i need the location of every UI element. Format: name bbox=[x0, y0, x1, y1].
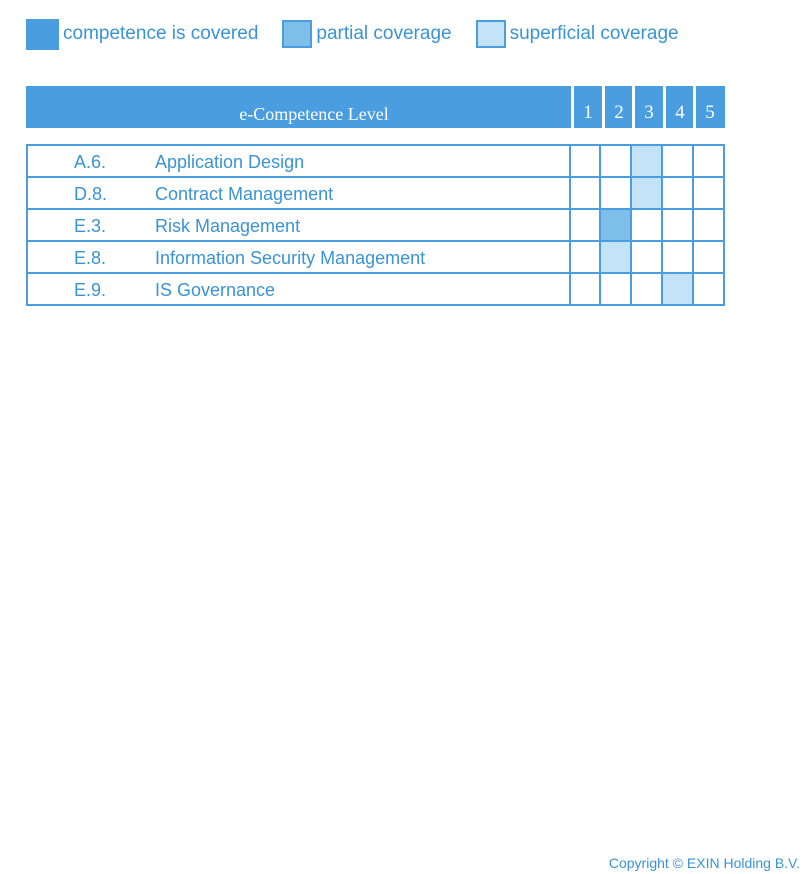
level-cell-5 bbox=[693, 241, 724, 273]
competence-name: Risk Management bbox=[155, 216, 301, 236]
level-header-3: 3 bbox=[632, 86, 663, 128]
competence-code: E.8. bbox=[74, 248, 107, 268]
level-cell-2 bbox=[600, 209, 631, 241]
coverage-legend bbox=[26, 18, 703, 50]
legend-label-superficial: superficial coverage bbox=[509, 23, 679, 44]
level-cell-4 bbox=[662, 177, 693, 209]
level-cell-1 bbox=[570, 209, 601, 241]
level-cell-5 bbox=[693, 145, 724, 177]
table-row bbox=[27, 273, 724, 305]
level-cell-3 bbox=[631, 209, 662, 241]
legend-swatch-covered bbox=[26, 19, 59, 50]
competence-code: E.3. bbox=[74, 216, 107, 236]
legend-swatch-superficial bbox=[476, 20, 506, 48]
competence-name: Application Design bbox=[155, 152, 305, 172]
header-title: e-Competence Level bbox=[239, 104, 389, 124]
competence-code: A.6. bbox=[74, 152, 107, 172]
level-cell-5 bbox=[693, 177, 724, 209]
table-row bbox=[27, 177, 724, 209]
competence-header-bar bbox=[26, 86, 725, 128]
legend-label-covered: competence is covered bbox=[63, 23, 259, 44]
competence-name: IS Governance bbox=[155, 280, 276, 300]
competence-table bbox=[26, 144, 725, 306]
level-header-1: 1 bbox=[571, 86, 602, 128]
competence-code: D.8. bbox=[74, 184, 108, 204]
legend-label-partial: partial coverage bbox=[316, 23, 452, 44]
level-cell-3 bbox=[631, 177, 662, 209]
level-cell-3 bbox=[631, 241, 662, 273]
level-cell-3 bbox=[631, 273, 662, 305]
level-cell-5 bbox=[693, 273, 724, 305]
table-row bbox=[27, 241, 724, 273]
level-cell-2 bbox=[600, 241, 631, 273]
level-cell-4 bbox=[662, 209, 693, 241]
level-cell-1 bbox=[570, 145, 601, 177]
legend-swatch-partial bbox=[282, 20, 312, 48]
competence-name: Information Security Management bbox=[155, 248, 426, 268]
level-cell-3 bbox=[631, 145, 662, 177]
competence-cell bbox=[27, 241, 570, 273]
table-row bbox=[27, 209, 724, 241]
level-cell-4 bbox=[662, 273, 693, 305]
level-header-5: 5 bbox=[693, 86, 724, 128]
copyright-notice: Copyright © EXIN Holding B.V. bbox=[608, 855, 800, 871]
legend-item-partial bbox=[282, 20, 451, 48]
competence-cell bbox=[27, 145, 570, 177]
level-cell-2 bbox=[600, 145, 631, 177]
competence-name: Contract Management bbox=[155, 184, 334, 204]
level-cell-2 bbox=[600, 177, 631, 209]
competence-cell bbox=[27, 177, 570, 209]
level-cell-4 bbox=[662, 145, 693, 177]
competence-code: E.9. bbox=[74, 280, 107, 300]
level-cell-2 bbox=[600, 273, 631, 305]
level-header-4: 4 bbox=[663, 86, 694, 128]
legend-item-superficial bbox=[476, 20, 679, 48]
legend-item-covered bbox=[26, 19, 258, 50]
level-cell-4 bbox=[662, 241, 693, 273]
level-cell-5 bbox=[693, 209, 724, 241]
level-cell-1 bbox=[570, 273, 601, 305]
level-header-2: 2 bbox=[602, 86, 633, 128]
table-row bbox=[27, 145, 724, 177]
level-cell-1 bbox=[570, 177, 601, 209]
competence-cell bbox=[27, 209, 570, 241]
level-cell-1 bbox=[570, 241, 601, 273]
competence-cell bbox=[27, 273, 570, 305]
